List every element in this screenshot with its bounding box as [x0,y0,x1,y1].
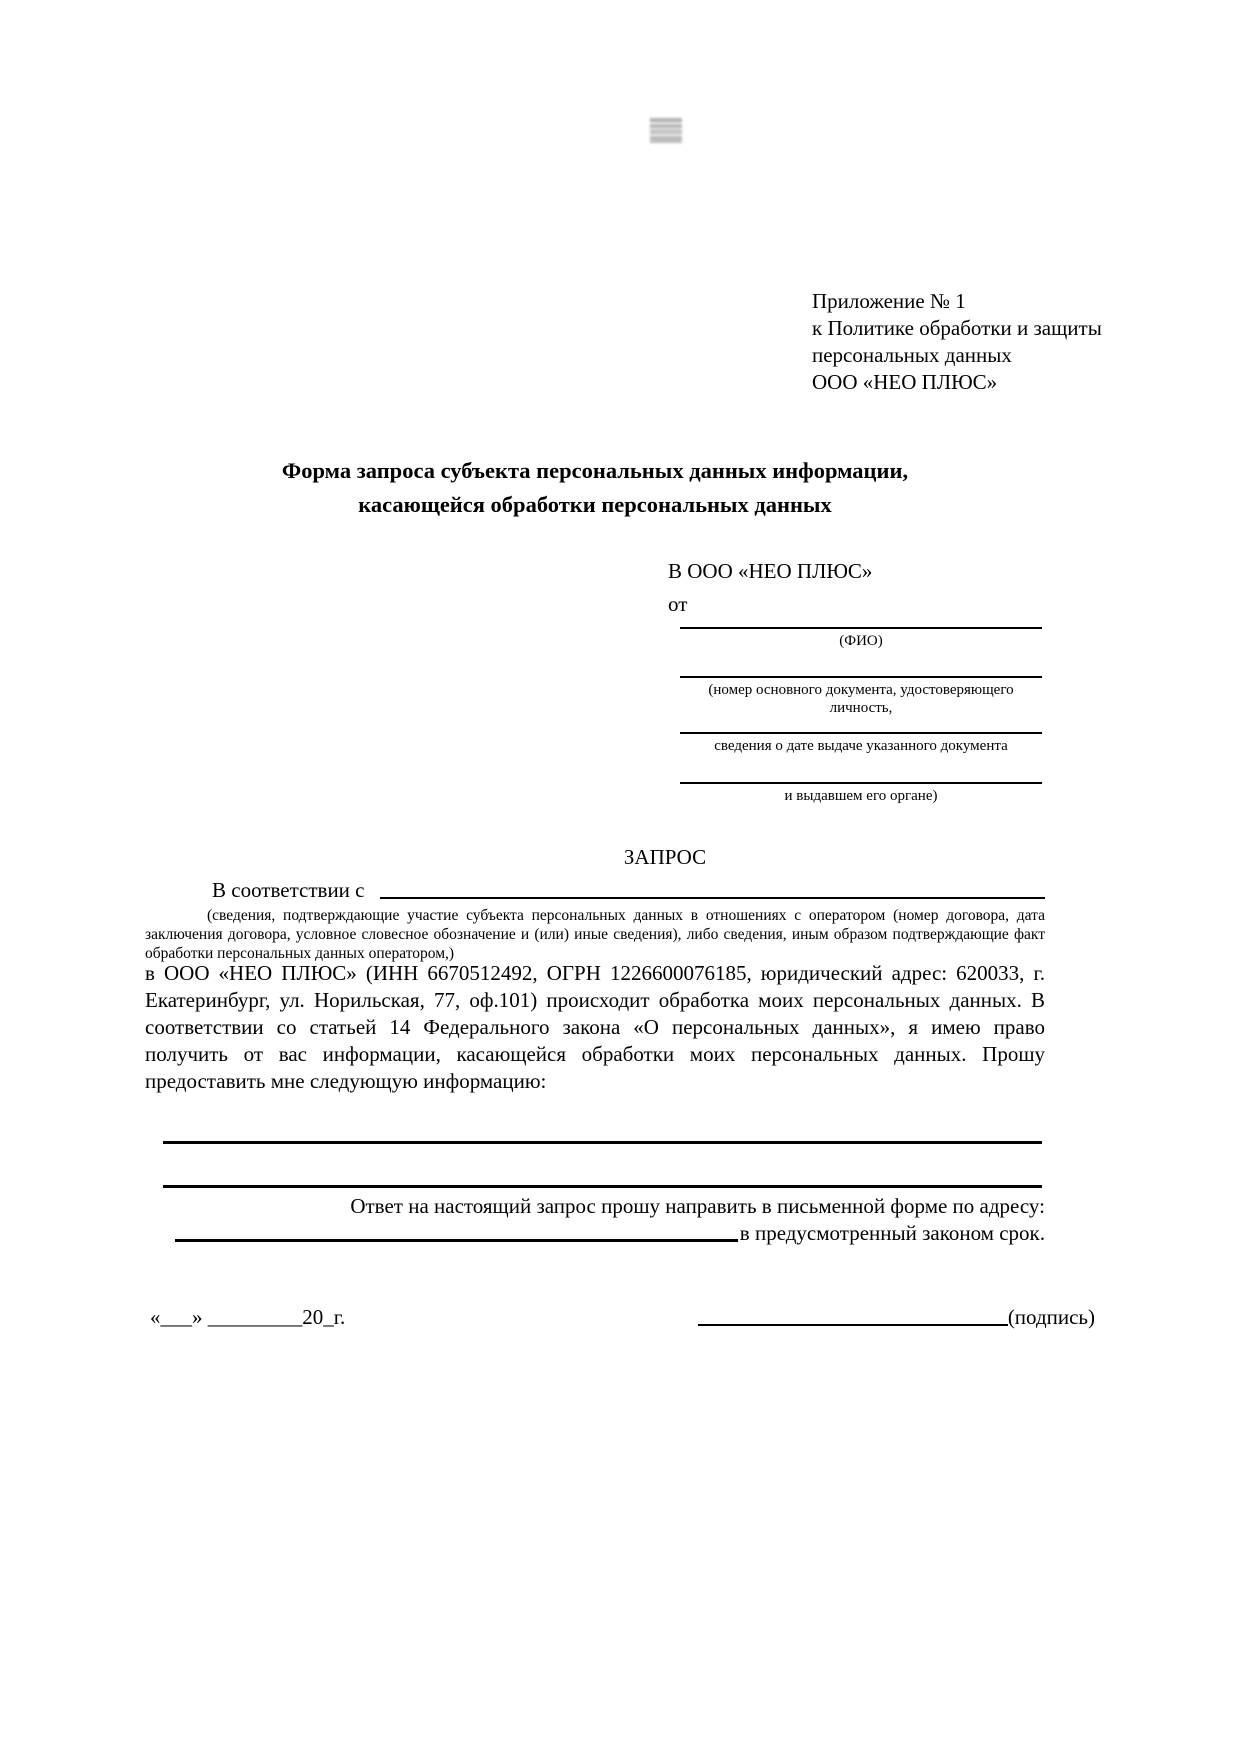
appendix-line-2: к Политике обработки и защиты [812,316,1102,340]
request-intro-text: В соответствии с [212,878,370,902]
document-number-input-line[interactable] [680,676,1042,717]
signature-row [150,1305,1095,1330]
form-title-line-1: Форма запроса субъекта персональных данных информации, [281,458,909,483]
basis-footnote: (сведения, подтверждающие участие субъекта персональных данных в отношениях с оператором (номер договора, дата заключения договора, условное словесное обозначение и (или) иные сведения), либо сведения, иным образом подтверждающие факт обработки персональных данных оператором,) [145,907,1045,962]
address-input-line[interactable] [175,1237,738,1242]
appendix-line-1: Приложение № 1 [812,289,966,313]
addressee-org: В ООО «НЕО ПЛЮС» [668,559,873,583]
basis-input-line[interactable] [380,895,1045,899]
addressee-from-label: от [668,592,688,616]
issuing-authority-input-line[interactable] [680,782,1042,805]
appendix-line-4: ООО «НЕО ПЛЮС» [812,370,998,394]
blurred-image-icon [650,118,682,143]
appendix-block [812,288,1102,396]
date-blank-template[interactable]: «___» _________20_г. [150,1305,346,1329]
reply-instruction: Ответ на настоящий запрос прошу направить в письменной форме по адресу: [350,1194,1045,1218]
reply-address-row [145,1221,1045,1246]
fio-input-line[interactable] [680,627,1042,650]
request-intro-row [145,878,1045,903]
document-number-hint-label: (номер основного документа, удостоверяющего личность, [708,682,1014,716]
information-input-line-1[interactable] [163,1141,1042,1144]
appendix-line-3: персональных данных [812,343,1012,367]
signature-input-line[interactable] [698,1322,1008,1326]
issuing-authority-hint-label: и выдавшем его органе) [784,788,938,804]
request-heading: ЗАПРОС [623,845,707,869]
request-body-paragraph: в ООО «НЕО ПЛЮС» (ИНН 6670512492, ОГРН 1226600076185, юридический адрес: 620033, г. Екатеринбург, ул. Норильская, 77, оф.101) происходит обработка моих персональных данных. В соответствии со статьей 14 Федерального закона «О персональных данных», я имею право получить от вас информации, касающейся обработки моих персональных данных. Прошу предоставить мне следующую информацию: [145,961,1045,1093]
signature-hint-label: (подпись) [1007,1305,1095,1329]
issue-date-input-line[interactable] [680,732,1042,755]
information-input-line-2[interactable] [163,1185,1042,1188]
form-title [145,454,1045,522]
reply-tail-text: в предусмотренный законом срок. [739,1221,1045,1245]
issue-date-hint-label: сведения о дате выдаче указанного документа [714,738,1008,754]
form-title-line-2: касающейся обработки персональных данных [358,492,832,517]
fio-hint-label: (ФИО) [839,633,883,649]
